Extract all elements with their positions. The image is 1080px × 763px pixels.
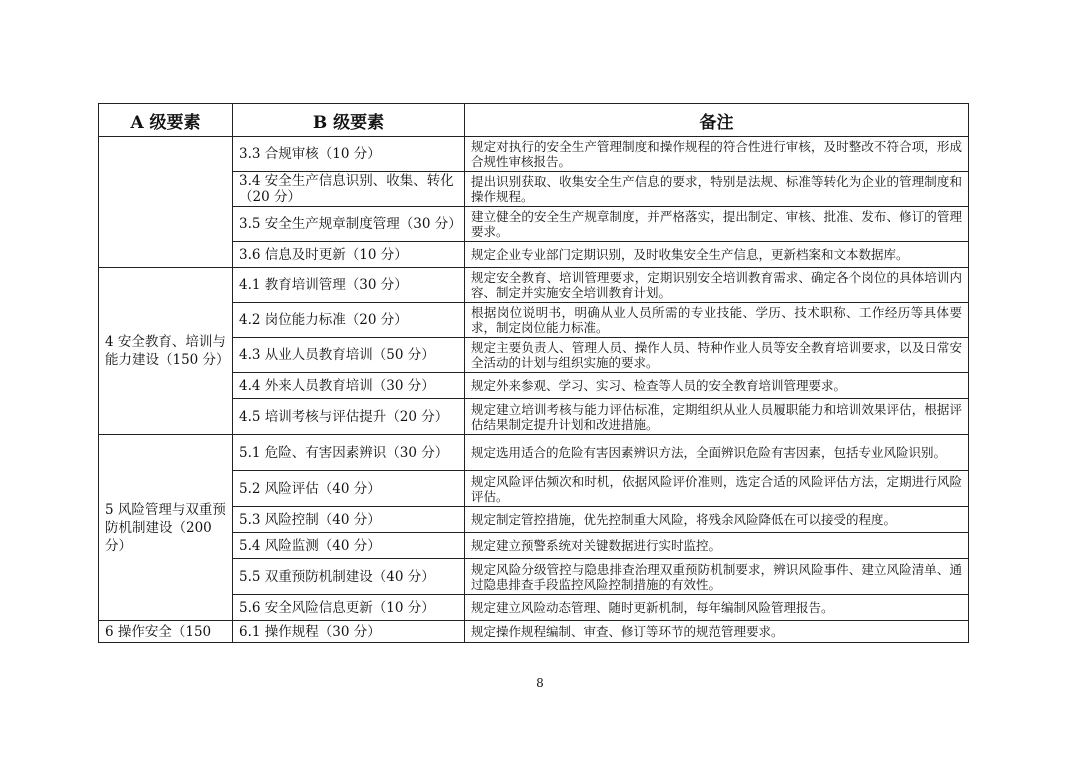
remark: 规定建立培训考核与能力评估标准，定期组织从业人员履职能力和培训效果评估，根据评估结果制定提升计划和改进措施。 <box>465 399 969 435</box>
remark: 规定对执行的安全生产管理制度和操作规程的符合性进行审核，及时整改不符合项，形成合规性审核报告。 <box>465 137 969 172</box>
b-element: 4.3 从业人员教育培训（50 分） <box>233 338 465 373</box>
page-number: 8 <box>536 676 544 690</box>
b-element: 4.5 培训考核与评估提升（20 分） <box>233 399 465 435</box>
table-row <box>99 621 969 643</box>
b-element: 5.4 风险监测（40 分） <box>233 533 465 559</box>
remark: 规定安全教育、培训管理要求，定期识别安全培训教育需求、确定各个岗位的具体培训内容、制定并实施安全培训教育计划。 <box>465 268 969 303</box>
header-remarks: 备注 <box>465 104 969 137</box>
b-element: 5.6 安全风险信息更新（10 分） <box>233 595 465 621</box>
b-element: 3.4 安全生产信息识别、收集、转化（20 分） <box>233 172 465 207</box>
remark: 规定制定管控措施，优先控制重大风险，将残余风险降低在可以接受的程度。 <box>465 507 969 533</box>
b-element: 4.2 岗位能力标准（20 分） <box>233 303 465 338</box>
b-element: 3.6 信息及时更新（10 分） <box>233 242 465 268</box>
table-row <box>99 268 969 303</box>
header-a-level: A 级要素 <box>99 104 233 137</box>
group-a-element: 6 操作安全（150 <box>99 621 233 643</box>
remark: 规定外来参观、学习、实习、检查等人员的安全教育培训管理要求。 <box>465 373 969 399</box>
header-b-level: B 级要素 <box>233 104 465 137</box>
group-a-element: 5 风险管理与双重预防机制建设（200 分） <box>99 435 233 621</box>
b-element: 4.1 教育培训管理（30 分） <box>233 268 465 303</box>
group-a-element: 4 安全教育、培训与能力建设（150 分） <box>99 268 233 435</box>
remark: 规定企业专业部门定期识别，及时收集安全生产信息，更新档案和文本数据库。 <box>465 242 969 268</box>
remark: 提出识别获取、收集安全生产信息的要求，特别是法规、标准等转化为企业的管理制度和操作规程。 <box>465 172 969 207</box>
b-element: 3.3 合规审核（10 分） <box>233 137 465 172</box>
b-element: 6.1 操作规程（30 分） <box>233 621 465 643</box>
group-a-element <box>99 137 233 268</box>
remark: 建立健全的安全生产规章制度，并严格落实，提出制定、审核、批准、发布、修订的管理要求。 <box>465 207 969 242</box>
remark: 规定选用适合的危险有害因素辨识方法，全面辨识危险有害因素，包括专业风险识别。 <box>465 435 969 471</box>
remark: 规定操作规程编制、审查、修订等环节的规范管理要求。 <box>465 621 969 643</box>
b-element: 5.3 风险控制（40 分） <box>233 507 465 533</box>
b-element: 3.5 安全生产规章制度管理（30 分） <box>233 207 465 242</box>
remark: 规定建立预警系统对关键数据进行实时监控。 <box>465 533 969 559</box>
table-header-row <box>99 104 969 137</box>
remark: 规定风险评估频次和时机，依据风险评价准则，选定合适的风险评估方法，定期进行风险评估。 <box>465 471 969 507</box>
remark: 规定风险分级管控与隐患排查治理双重预防机制要求，辨识风险事件、建立风险清单、通过隐患排查手段监控风险控制措施的有效性。 <box>465 559 969 595</box>
remark: 规定主要负责人、管理人员、操作人员、特种作业人员等安全教育培训要求，以及日常安全活动的计划与组织实施的要求。 <box>465 338 969 373</box>
table-row <box>99 137 969 172</box>
b-element: 4.4 外来人员教育培训（30 分） <box>233 373 465 399</box>
b-element: 5.5 双重预防机制建设（40 分） <box>233 559 465 595</box>
remark: 根据岗位说明书，明确从业人员所需的专业技能、学历、技术职称、工作经历等具体要求，制定岗位能力标准。 <box>465 303 969 338</box>
b-element: 5.1 危险、有害因素辨识（30 分） <box>233 435 465 471</box>
requirements-table <box>98 103 969 643</box>
table-row <box>99 435 969 471</box>
remark: 规定建立风险动态管理、随时更新机制，每年编制风险管理报告。 <box>465 595 969 621</box>
b-element: 5.2 风险评估（40 分） <box>233 471 465 507</box>
